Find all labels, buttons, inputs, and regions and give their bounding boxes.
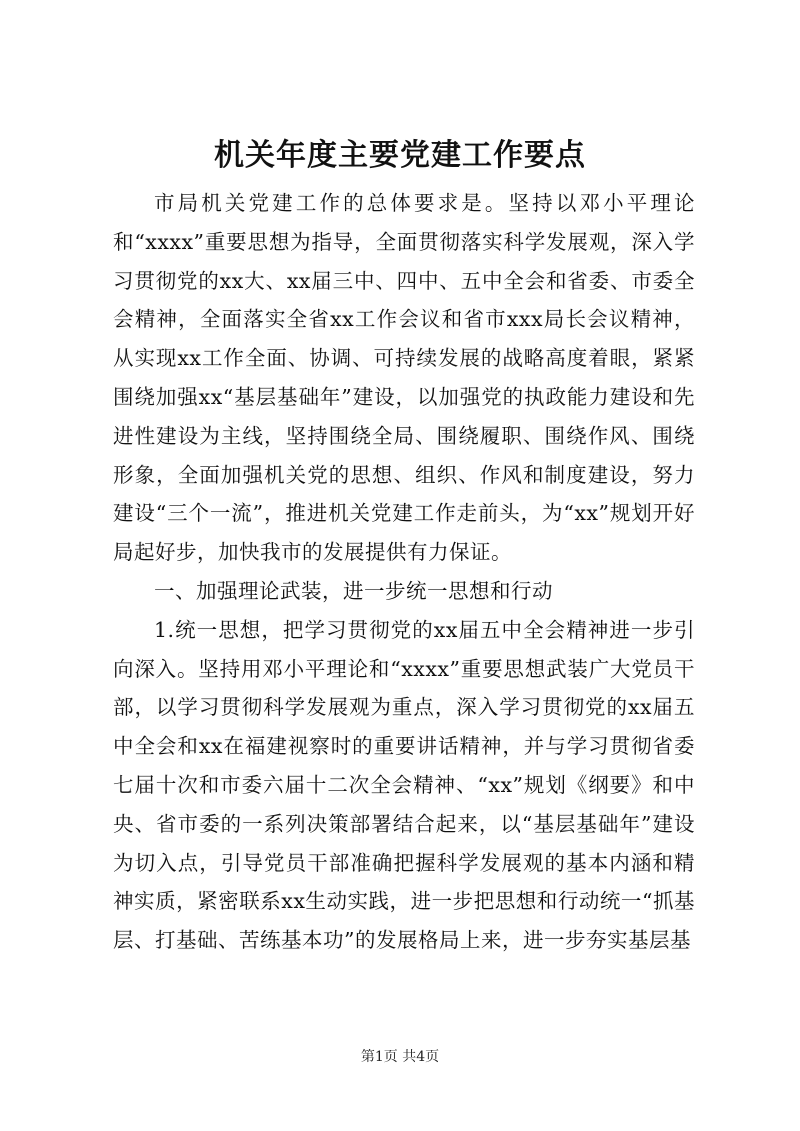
page-footer: 第1页 共4页 (360, 1049, 440, 1065)
section-heading-theory: 一、加强理论武装，进一步统一思想和行动 (154, 578, 553, 603)
paragraph-overall-requirements: 市局机关党建工作的总体要求是。坚持以邓小平理论和“xxxx”重要思想为指导，全面贯彻落实科学发展观，深入学习贯彻党的xx大、xx届三中、四中、五中全会和省委、市委全会精神，全面落实全省xx工作会议和省市xxx局长会议精神，从实现xx工作全面、协调、可持续发展的战略高度着眼，紧紧围绕加强xx“基层基础年”建设，以加强党的执政能力建设和先进性建设为主线，坚持围绕全局、围绕履职、围绕作风、围绕形象，全面加强机关党的思想、组织、作风和制度建设，努力建设“三个一流”，推进机关党建工作走前头，为“xx”规划开好局起好步，加快我市的发展提供有力保证。 (113, 191, 695, 565)
document-title: 机关年度主要党建工作要点 (214, 138, 586, 173)
paragraph-unify-thinking: 1.统一思想，把学习贯彻党的xx届五中全会精神进一步引向深入。坚持用邓小平理论和“xxxx”重要思想武装广大党员干部，以学习贯彻科学发展观为重点，深入学习贯彻党的xx届五中全会和xx在福建视察时的重要讲话精神，并与学习贯彻省委七届十次和市委六届十二次全会精神、“xx”规划《纲要》和中央、省市委的一系列决策部署结合起来，以“基层基础年”建设为切入点，引导党员干部准确把握科学发展观的基本内涵和精神实质，紧密联系xx生动实践，进一步把思想和行动统一“抓基层、打基础、苦练基本功”的发展格局上来，进一步夯实基层基 (113, 617, 695, 953)
document-body (113, 184, 695, 960)
